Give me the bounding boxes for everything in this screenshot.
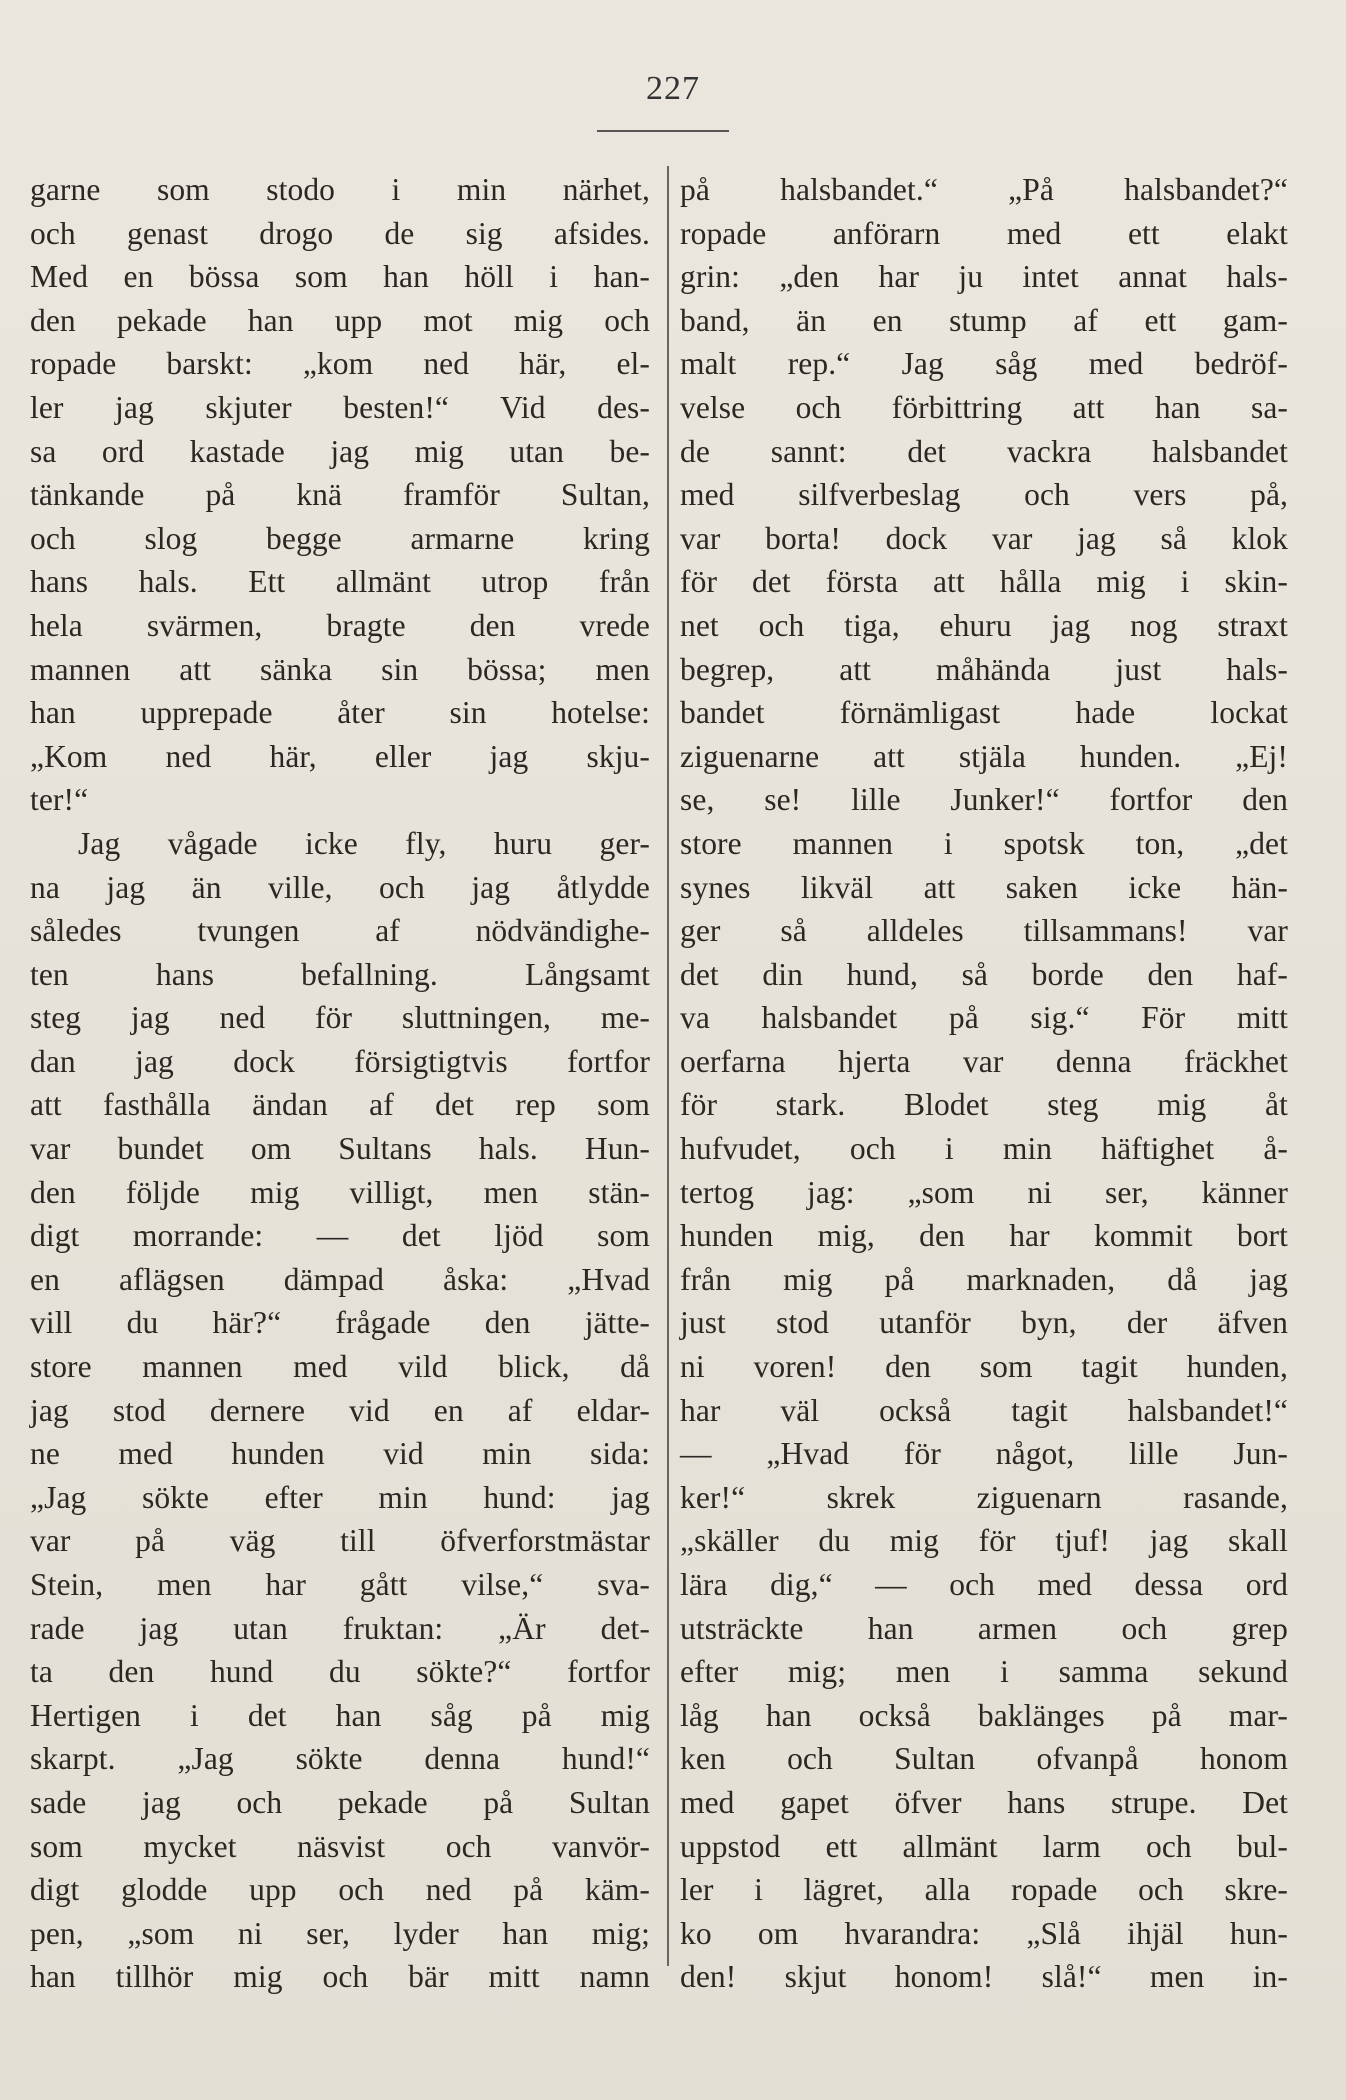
right-text-line: med silfverbeslag och vers på, xyxy=(680,477,1288,513)
right-text-line: hunden mig, den har kommit bort xyxy=(680,1218,1288,1254)
right-text-line: se, se! lille Junker!“ fortfor den xyxy=(680,782,1288,818)
left-text-line: „Jag sökte efter min hund: jag xyxy=(30,1479,650,1515)
left-text-line: skarpt. „Jag sökte denna hund!“ xyxy=(30,1741,650,1777)
left-text-line: en aflägsen dämpad åska: „Hvad xyxy=(30,1261,650,1297)
right-text-line: — „Hvad för något, lille Jun- xyxy=(680,1436,1288,1472)
right-text-line: med gapet öfver hans strupe. Det xyxy=(680,1784,1288,1820)
left-text-line: steg jag ned för sluttningen, me- xyxy=(30,1000,650,1036)
left-text-line: ne med hunden vid min sida: xyxy=(30,1436,650,1472)
right-text-line: ken och Sultan ofvanpå honom xyxy=(680,1741,1288,1777)
left-text-line: na jag än ville, och jag åtlydde xyxy=(30,869,650,905)
right-text-line: hufvudet, och i min häftighet å- xyxy=(680,1131,1288,1167)
left-text-line: vill du här?“ frågade den jätte- xyxy=(30,1305,650,1341)
left-text-line: att fasthålla ändan af det rep som xyxy=(30,1087,650,1123)
left-text-line: garne som stodo i min närhet, xyxy=(30,172,650,207)
left-text-line: den pekade han upp mot mig och xyxy=(30,302,650,338)
right-text-line: ni voren! den som tagit hunden, xyxy=(680,1349,1288,1385)
left-text-line: och genast drogo de sig afsides. xyxy=(30,215,650,251)
left-text-column xyxy=(30,168,650,1999)
left-text-line: pen, „som ni ser, lyder han mig; xyxy=(30,1915,650,1951)
left-text-line: den följde mig villigt, men stän- xyxy=(30,1174,650,1210)
right-text-line: malt rep.“ Jag såg med bedröf- xyxy=(680,346,1288,382)
right-text-line: va halsbandet på sig.“ För mitt xyxy=(680,1000,1288,1036)
left-text-line: „Kom ned här, eller jag skju- xyxy=(30,738,650,774)
left-text-line: hela svärmen, bragte den vrede xyxy=(30,607,650,643)
right-text-line: ler i lägret, alla ropade och skre- xyxy=(680,1872,1288,1908)
right-text-line: oerfarna hjerta var denna fräckhet xyxy=(680,1043,1288,1079)
right-text-line: velse och förbittring att han sa- xyxy=(680,389,1288,425)
left-text-line: hans hals. Ett allmänt utrop från xyxy=(30,564,650,600)
left-text-line: rade jag utan fruktan: „Är det- xyxy=(30,1610,650,1646)
right-text-line: grin: „den har ju intet annat hals- xyxy=(680,259,1288,295)
left-text-line: digt glodde upp och ned på käm- xyxy=(30,1872,650,1908)
left-text-line: han upprepade åter sin hotelse: xyxy=(30,695,650,731)
right-text-line: lära dig,“ — och med dessa ord xyxy=(680,1567,1288,1602)
right-text-line: för stark. Blodet steg mig åt xyxy=(680,1087,1288,1123)
left-text-line: dan jag dock försigtigtvis fortfor xyxy=(30,1043,650,1079)
left-text-line: ler jag skjuter besten!“ Vid des- xyxy=(30,389,650,425)
right-text-line: net och tiga, ehuru jag nog straxt xyxy=(680,607,1288,643)
left-text-line: sade jag och pekade på Sultan xyxy=(30,1784,650,1820)
left-text-line: digt morrande: — det ljöd som xyxy=(30,1218,650,1254)
right-text-line: utsträckte han armen och grep xyxy=(680,1610,1288,1646)
right-text-line: ropade anförarn med ett elakt xyxy=(680,215,1288,251)
left-text-line: han tillhör mig och bär mitt namn xyxy=(30,1959,650,1995)
right-text-line: på halsbandet.“ „På halsbandet?“ xyxy=(680,172,1288,207)
right-text-line: det din hund, så borde den haf- xyxy=(680,956,1288,992)
column-divider xyxy=(667,166,669,1966)
right-text-line: synes likväl att saken icke hän- xyxy=(680,869,1288,905)
left-text-line: ten hans befallning. Långsamt xyxy=(30,956,650,992)
right-text-line: den! skjut honom! slå!“ men in- xyxy=(680,1959,1288,1995)
page-number: 227 xyxy=(646,70,700,107)
right-text-line: band, än en stump af ett gam- xyxy=(680,302,1288,338)
left-text-line: således tvungen af nödvändighe- xyxy=(30,913,650,949)
left-text-line: ta den hund du sökte?“ fortfor xyxy=(30,1654,650,1690)
right-text-line: ziguenarne att stjäla hunden. „Ej! xyxy=(680,738,1288,774)
right-text-line: låg han också baklänges på mar- xyxy=(680,1697,1288,1733)
left-text-line: var på väg till öfverforstmästar xyxy=(30,1523,650,1559)
left-text-line: Hertigen i det han såg på mig xyxy=(30,1697,650,1733)
left-text-line: Stein, men har gått vilse,“ sva- xyxy=(30,1567,650,1602)
left-text-line: Jag vågade icke fly, huru ger- xyxy=(78,825,650,861)
left-text-line: ter!“ xyxy=(30,782,89,818)
left-text-line: var bundet om Sultans hals. Hun- xyxy=(30,1131,650,1167)
left-text-line: mannen att sänka sin bössa; men xyxy=(30,651,650,687)
right-text-line: uppstod ett allmänt larm och bul- xyxy=(680,1828,1288,1864)
right-text-line: ker!“ skrek ziguenarn rasande, xyxy=(680,1479,1288,1515)
right-text-line: begrep, att måhända just hals- xyxy=(680,651,1288,687)
right-text-line: efter mig; men i samma sekund xyxy=(680,1654,1288,1690)
right-text-line: „skäller du mig för tjuf! jag skall xyxy=(680,1523,1288,1559)
right-text-line: var borta! dock var jag så klok xyxy=(680,520,1288,556)
left-text-line: tänkande på knä framför Sultan, xyxy=(30,477,650,513)
left-text-line: jag stod dernere vid en af eldar- xyxy=(30,1392,650,1428)
left-text-line: sa ord kastade jag mig utan be- xyxy=(30,433,650,469)
left-text-line: Med en bössa som han höll i han- xyxy=(30,259,650,295)
right-text-line: store mannen i spotsk ton, „det xyxy=(680,825,1288,861)
right-text-line: ko om hvarandra: „Slå ihjäl hun- xyxy=(680,1915,1288,1951)
right-text-line: för det första att hålla mig i skin- xyxy=(680,564,1288,600)
right-text-line: de sannt: det vackra halsbandet xyxy=(680,433,1288,469)
right-text-line: bandet förnämligast hade lockat xyxy=(680,695,1288,731)
right-text-column xyxy=(680,168,1288,1999)
right-text-line: tertog jag: „som ni ser, känner xyxy=(680,1174,1288,1210)
left-text-line: store mannen med vild blick, då xyxy=(30,1349,650,1385)
left-text-line: som mycket näsvist och vanvör- xyxy=(30,1828,650,1864)
left-text-line: ropade barskt: „kom ned här, el- xyxy=(30,346,650,382)
right-text-line: ger så alldeles tillsammans! var xyxy=(680,913,1288,949)
right-text-line: har väl också tagit halsbandet!“ xyxy=(680,1392,1288,1428)
right-text-line: just stod utanför byn, der äfven xyxy=(680,1305,1288,1341)
right-text-line: från mig på marknaden, då jag xyxy=(680,1261,1288,1297)
left-text-line: och slog begge armarne kring xyxy=(30,520,650,556)
header-rule xyxy=(597,130,729,132)
